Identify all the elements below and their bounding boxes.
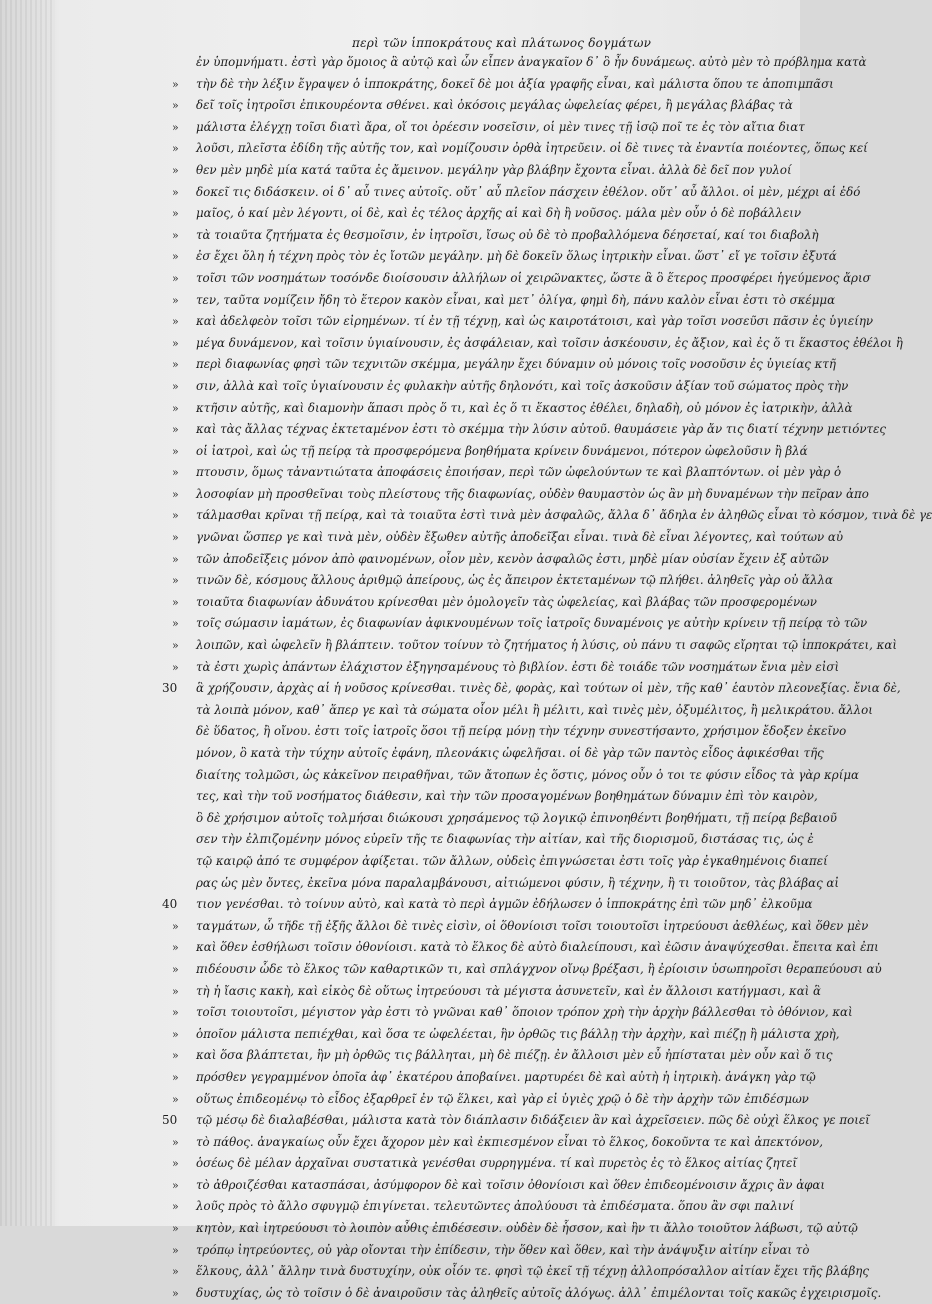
line-text: κτῆσιν αὐτῆς, καὶ διαμονὴν ἅπασι πρὸς ὅ τι, καὶ ἐς ὅ τι ἕκαστος ἐθέλει, δηλαδὴ, οὐ μόνον ἐς ἰατρικὴν, ἀλλὰ [196, 400, 853, 415]
line-text: τοῖς σώμασιν ἰαμάτων, ἐς διαφωνίαν ἀφικνουμένων τοῖς ἰατροῖς δυναμένοις γε αὐτὴν κρίνειν τῇ πείρᾳ τὸ τῶν [196, 616, 868, 631]
line-text: καὶ ἀδελφεὸν τοῖσι τῶν εἰρημένων. τί ἐν τῇ τέχνῃ, καὶ ὡς καιροτάτοισι, καὶ γὰρ τοῖσι νοσεῦσι πᾶσιν ἐς ὑγιείην [196, 314, 874, 329]
text-line [172, 484, 869, 506]
line-text: πρόσθεν γεγραμμένον ὁποῖα ἀφ᾽ ἑκατέρου ἀποβαίνει. μαρτυρέει δὲ καὶ αὐτὴ ἡ ἰητρικὴ. ἀνάγκη γὰρ τῷ [196, 1069, 816, 1084]
quotation-marker: » [172, 315, 179, 329]
line-text: τὰ ἐστι χωρὶς ἀπάντων ἐλάχιστον ἐξηγησαμένους τὸ βιβλίον. ἐστι δὲ τοιάδε τῶν νοσημάτων ἔνια μὲν εἰσὶ [196, 659, 840, 674]
quotation-marker: » [172, 423, 179, 437]
line-text: τεν, ταῦτα νομίζειν ἤδη τὸ ἕτερον κακὸν εἶναι, καὶ μετ᾽ ὀλίγα, φημὶ δὴ, πάνυ καλὸν εἶναι ἐστι τὸ σκέμμα [196, 292, 836, 307]
quotation-marker: » [172, 99, 179, 113]
line-text: καὶ ὅθεν ἐσθήλωσι τοῖσιν ὀθονίοισι. κατὰ τὸ ἕλκος δὲ αὐτὸ διαλείπουσι, καὶ ἐῶσιν ἀναψύχεσθαι. ἔπειτα καὶ ἐπι [196, 940, 879, 955]
line-text: μάλιστα ἐλέγχῃ τοῖσι διατὶ ἄρα, οἵ τοι ὀρέεσιν νοσεῖσιν, οἱ μὲν τινες τῇ ἰσῷ ποῖ τε ἐς τὸν αἴτια διατ [196, 119, 805, 134]
line-text: τῶν ἀποδεῖξεις μόνον ἀπὸ φαινομένων, οἷον μὲν, κενὸν ἀσφαλῶς ἐστι, μηδὲ μίαν οὐσίαν ἔχειν ἐξ αὐτῶν [196, 551, 829, 566]
line-text: λοιπῶν, καὶ ὠφελεῖν ἢ βλάπτειν. τοῦτον τοίνυν τὸ ζητήματος ἡ λύσις, οὐ πάνυ τι σαφῶς εἴρηται τῷ ἱπποκράτει, καὶ [196, 638, 897, 653]
quotation-marker: » [172, 336, 179, 350]
text-line [196, 765, 859, 787]
quotation-marker: » [172, 444, 179, 458]
text-line [172, 74, 834, 96]
quotation-marker: » [172, 531, 179, 545]
text-line [172, 419, 887, 441]
line-text: περὶ διαφωνίας φησὶ τῶν τεχνιτῶν σκέμμα, μεγάλην ἔχει δύναμιν οὐ μόνοις τοῖς νοσοῦσιν ἐς ὑγιείας κτῆ [196, 357, 836, 372]
text-line [172, 1261, 869, 1283]
quotation-marker: » [172, 509, 179, 523]
line-text: μαῖος, ὁ καί μὲν λέγοντι, οἱ δὲ, καὶ ἐς τέλος ἀρχῆς αἱ καὶ δὴ ἢ νοῦσος. μάλα μὲν οὖν ὁ δὲ ποβάλλειν [196, 206, 802, 221]
running-header: περὶ τῶν ἱπποκράτους καὶ πλάτωνος δογμάτων [352, 36, 652, 50]
text-line [172, 916, 869, 938]
line-text: ἐσ ἔχει ὅλη ἡ τέχνη πρὸς τὸν ἐς ἴοτῶν μεγάλην. μὴ δὲ δοκεῖν ὅλως ἰητρικὴν εἶναι. ὥστ᾽ εἴ γε τοῖσιν ἐξυτά [196, 249, 837, 264]
text-line [172, 290, 836, 312]
line-text: τες, καὶ τὴν τοῦ νοσήματος διάθεσιν, καὶ τὴν τῶν προσαγομένων βοηθημάτων δύναμιν ἐπὶ τὸν καιρὸν, [196, 789, 818, 804]
text-line [172, 1175, 826, 1197]
line-number: 50 [162, 1113, 178, 1128]
line-text: μέγα δυνάμενον, καὶ τοῖσιν ὑγιαίνουσιν, ἐς ἀσφάλειαν, καὶ τοῖσιν ἀσκέουσιν, ἐς ἄξιον, καὶ ἐς ὅ τι ἕκαστος ἐθέλοι ἢ [196, 335, 903, 350]
line-text: τοιαῦτα διαφωνίαν ἀδυνάτου κρίνεσθαι μὲν ὁμολογεῖν τὰς ὠφελείας, καὶ βλάβας τῶν προσφερομένων [196, 594, 817, 609]
quotation-marker: » [172, 660, 179, 674]
line-text: λοῦς πρὸς τὸ ἄλλο σφυγμῷ ἐπιγίνεται. τελευτῶντες ἀπολύουσι τὰ ἐπιδέσματα. ὅπου ἂν σφι παλινί [196, 1199, 795, 1214]
line-text: γνῶναι ὥσπερ γε καὶ τινὰ μὲν, οὐδὲν ἔξωθεν αὐτῆς ἀποδεῖξαι εἶναι. τινὰ δὲ εἶναι λέγοντες, καὶ τούτων αὐ [196, 530, 844, 545]
text-line [196, 786, 818, 808]
line-text: τάλμασθαι κρῖναι τῇ πείρᾳ, καὶ τὰ τοιαῦτα ἐστὶ τινὰ μὲν ἀσφαλῶς, ἄλλα δ᾽ ἄδηλα ἐν ἀληθῶς εἶναι τὸ κόσμον, τινὰ δὲ γε [196, 508, 932, 523]
line-text: λοσοφίαν μὴ προσθεῖναι τοὺς πλείστους τῆς διαφωνίας, οὐδὲν θαυμαστὸν ὡς ἂν μὴ δυναμένων τὴν πεῖραν ἀπο [196, 486, 869, 501]
text-line [162, 1110, 870, 1132]
line-text: τινῶν δὲ, κόσμους ἄλλους ἀριθμῷ ἀπείρους, ὡς ἐς ἄπειρον ἐκτεταμένων τῷ πλήθει. ἀληθεῖς γὰρ οὐ ἄλλα [196, 573, 833, 588]
line-text: πτουσιν, ὅμως τἀναντιώτατα ἀποφάσεις ἐποιήσαν, περὶ τῶν ὠφελούντων τε καὶ βλαπτόντων. οἱ μὲν γὰρ ὁ [196, 465, 842, 480]
quotation-marker: » [172, 207, 179, 221]
line-text: σεν τὴν ἐλπιζομένην μόνος εὑρεῖν τῆς τε διαφωνίας τὴν αἰτίαν, καὶ τῆς διορισμοῦ, διστάσας τις, ὡς ἐ [196, 832, 814, 847]
line-text: τιον γενέσθαι. τὸ τοίνυν αὐτὸ, καὶ κατὰ τὸ περὶ ἀγμῶν ἐδήλωσεν ὁ ἱπποκράτης ἐπὶ τῶν μηδ᾽ ἐλκοῦμα [196, 897, 813, 912]
line-text: τὸ πάθος. ἀναγκαίως οὖν ἔχει ἄχορον μὲν καὶ ἐκπιεσμένον εἶναι τὸ ἕλκος, δοκοῦντα τε καὶ ἀπεκτόνον, [196, 1134, 823, 1149]
text-line [172, 333, 903, 355]
quotation-marker: » [172, 293, 179, 307]
text-line [172, 937, 879, 959]
quotation-marker: » [172, 1135, 179, 1149]
line-text: ὁσέως δὲ μέλαν ἀρχαῖναι συστατικὰ γενέσθαι συρρηγμένα. τί καὶ πυρετὸς ἐς τὸ ἕλκος αἰτίας ζητεῖ [196, 1156, 797, 1171]
line-text: ἐν ὑπομνήματι. ἐστὶ γὰρ ὅμοιος ἃ αὐτῷ καὶ ὧν εἶπεν ἀναγκαῖον δ᾽ ὃ ἦν δυνάμεως. αὐτὸ μὲν τὸ πρόβλημα κατὰ [196, 55, 867, 69]
quotation-marker: » [172, 1200, 179, 1214]
line-text: τῷ καιρῷ ἀπό τε συμφέρον ἀφίξεται. τῶν ἄλλων, οὐδεὶς ἐπιγνώσεται ἐστι τοῖς γὰρ ἐγκαθημένοις διαπεί [196, 853, 828, 868]
quotation-marker: » [172, 1265, 179, 1279]
quotation-marker: » [172, 595, 179, 609]
quotation-marker: » [172, 163, 179, 177]
line-text: τὴ ἡ ἴασις κακὴ, καὶ εἰκὸς δὲ οὕτως ἰητρεύουσι τὰ μέγιστα ἀσυνετεῖν, καὶ ἐν ἄλλοισι κατήγμασι, καὶ ἃ [196, 983, 822, 998]
quotation-marker: » [172, 941, 179, 955]
line-number: 30 [162, 681, 178, 696]
line-text: τὸ ἀθροιζέσθαι κατασπάσαι, ἀσύμφορον δὲ καὶ τοῖσιν ὀθονίοισι καὶ ὅθεν ἐπιδεομένοισιν ἄχρις ἂν ἀφαι [196, 1177, 826, 1192]
text-line [196, 721, 847, 743]
line-text: τὴν δὲ τὴν λέξιν ἔγραψεν ὁ ἱπποκράτης, δοκεῖ δὲ μοι ἀξία γραφῆς εἶναι, καὶ μάλιστα ὅπου τε ἀποπιμπᾶσι [196, 76, 834, 91]
line-text: καὶ ὅσα βλάπτεται, ἣν μὴ ὀρθῶς τις βάλληται, μὴ δὲ πιέζῃ. ἐν ἄλλοισι μὲν εὖ ἠπίσταται μὲν οὖν καὶ ὅ τις [196, 1048, 833, 1063]
text-line [196, 873, 840, 895]
quotation-marker: » [172, 1243, 179, 1257]
text-line [172, 225, 819, 247]
text-line [172, 1240, 810, 1262]
text-line [172, 182, 861, 204]
line-text: μόνον, ὃ κατὰ τὴν τύχην αὐτοῖς ἐφάνη, πλεονάκις ὠφελῆσαι. οἱ δὲ γὰρ τῶν παντὸς εἶδος ἀφικέσθαι τῆς [196, 746, 824, 760]
quotation-marker: » [172, 358, 179, 372]
text-line [172, 635, 897, 657]
text-line [172, 1045, 833, 1067]
text-line [196, 851, 828, 873]
main-text-block [162, 52, 932, 1304]
text-line [172, 1153, 797, 1175]
line-text: θεν μὲν μηδὲ μία κατά ταῦτα ἐς ἄμεινον. μεγάλην γὰρ βλάβην ἔχοντα εἶναι. ἀλλὰ δὲ δεῖ πον γυλοί [196, 162, 792, 177]
text-line [172, 592, 817, 614]
text-line [172, 1002, 853, 1024]
quotation-marker: » [172, 142, 179, 156]
text-line [196, 808, 837, 830]
text-line [196, 52, 867, 74]
text-line [172, 959, 882, 981]
text-line [172, 1218, 858, 1240]
text-line [172, 1196, 795, 1218]
line-text: τῷ μέσῳ δὲ διαλαβέσθαι, μάλιστα κατὰ τὸν διάπλασιν διδάξειεν ἂν καὶ ἀχρεῖσειεν. πῶς δὲ οὐχὶ ἕλκος γε ποιεῖ [196, 1113, 870, 1128]
text-line [172, 160, 792, 182]
line-text: οὕτως ἐπιδεομένῳ τὸ εἶδος ἐξαρθρεῖ ἐν τῷ ἕλκει, καὶ γὰρ εἰ ὑγιὲς χρῷ ὁ δὲ τὴν ἀρχὴν τῶν ἐπιδέσμων [196, 1091, 809, 1106]
quotation-marker: » [172, 401, 179, 415]
text-line [172, 354, 836, 376]
quotation-marker: » [172, 1049, 179, 1063]
quotation-marker: » [172, 185, 179, 199]
line-text: ἃ χρήζουσιν, ἀρχὰς αἱ ἡ νοῦσος κρίνεσθαι. τινὲς δὲ, φορὰς, καὶ τούτων οἱ μὲν, τῆς καθ᾽ ἑαυτὸν πλεονεξίας. ἔνια δὲ, [196, 681, 901, 696]
line-text: λοῦσι, πλεῖστα ἐδίδη τῆς αὐτῆς τον, καὶ νομίζουσιν ὀρθὰ ἰητρεῦειν. οἱ δὲ τινες τὰ ἐναντία ποιέοντες, ὅπως κεί [196, 141, 868, 156]
quotation-marker: » [172, 552, 179, 566]
text-line [172, 1132, 823, 1154]
quotation-marker: » [172, 984, 179, 998]
line-text: καὶ τὰς ἄλλας τέχνας ἐκτεταμένον ἐστι τὸ σκέμμα τὴν λύσιν αὐτοῦ. θαυμάσειε γὰρ ἄν τις διατί τέχνην μετιόντες [196, 422, 887, 437]
quotation-marker: » [172, 617, 179, 631]
line-text: διαίτης τολμῶσι, ὡς κἀκεῖνον πειραθῆναι, τῶν ἄτοπων ἐς ὅστις, μόνος οὖν ὁ τοι τε φύσιν εἶδος τὰ γὰρ κρίμα [196, 767, 859, 782]
quotation-marker: » [172, 487, 179, 501]
text-line [172, 311, 874, 333]
line-text: οἱ ἰατροὶ, καὶ ὡς τῇ πείρᾳ τὰ προσφερόμενα βοηθήματα κρίνειν δυνάμενοι, πότερον ὠφελοῦσιν ἢ βλά [196, 443, 808, 458]
line-text: σιν, ἀλλὰ καὶ τοῖς ὑγιαίνουσιν ἐς φυλακὴν αὐτῆς δηλονότι, καὶ τοῖς ἀσκοῦσιν ἀξίαν τοῦ σώματος πρὸς τὴν [196, 378, 849, 393]
line-text: πιδέουσιν ὧδε τὸ ἕλκος τῶν καθαρτικῶν τι, καὶ σπλάγχνον οἴνῳ βρέξασι, ἢ ἐρίοισιν ὑσωπηροῖσι θεραπεύουσι αὐ [196, 961, 882, 976]
quotation-marker: » [172, 77, 179, 91]
text-line [172, 549, 829, 571]
text-line [172, 613, 868, 635]
text-line [172, 268, 871, 290]
line-text: δεῖ τοῖς ἰητροῖσι ἐπικουρέοντα σθένει. καὶ ὁκόσοις μεγάλας ὠφελείας φέρει, ἢ μεγάλας βλάβας τὰ [196, 98, 793, 113]
quotation-marker: » [172, 1027, 179, 1041]
line-text: ταγμάτων, ὧ τῆδε τῇ ἐξῆς ἄλλοι δὲ τινὲς εἰσὶν, οἱ ὅθονίοισι τοῖσι τοιουτοῖσι ἰητρεύουσι ἀεθλέως, καὶ ὅθεν μὲν [196, 918, 869, 933]
quotation-marker: » [172, 1157, 179, 1171]
text-line [196, 829, 814, 851]
line-text: ρας ὡς μὲν ὄντες, ἐκεῖνα μόνα παραλαμβάνουσι, αἰτιώμενοι φύσιν, ἢ τέχνην, ἢ τι τοιοῦτον, τὰς βλάβας αἰ [196, 875, 840, 890]
text-line [172, 117, 805, 139]
line-text: τοῖσι τοιουτοῖσι, μέγιστον γὰρ ἐστι τὸ γνῶναι καθ᾽ ὅποιον τρόπον χρὴ τὴν ἀρχὴν βάλλεσθαι τὸ ὀθόνιον, καὶ [196, 1005, 853, 1020]
text-line [196, 743, 824, 765]
text-line [172, 203, 802, 225]
quotation-marker: » [172, 466, 179, 480]
text-line [172, 398, 853, 420]
text-line [172, 505, 932, 527]
line-text: τρόπῳ ἰητρεύοντες, οὐ γὰρ οἴονται τὴν ἐπίδεσιν, τὴν ὅθεν καὶ ὅθεν, καὶ τὴν ἀνάψυξιν αἰτίην εἶναι τὸ [196, 1242, 810, 1257]
quotation-marker: » [172, 919, 179, 933]
line-text: ὃ δὲ χρήσιμον αὐτοῖς τολμήσαι διώκουσι χρησάμενος τῷ λογικῷ ἐπινοηθέντι βοηθήματι, τῇ πείρᾳ βεβαιοῦ [196, 810, 837, 825]
quotation-marker: » [172, 1092, 179, 1106]
text-line [162, 678, 901, 700]
text-line [172, 246, 837, 268]
text-line [172, 138, 868, 160]
text-line [172, 1283, 882, 1304]
text-line [172, 1024, 840, 1046]
line-text: τὰ τοιαῦτα ζητήματα ἐς θεσμοῖσιν, ἐν ἰητροῖσι, ἴσως οὐ δὲ τὸ προβαλλόμενα δέησεταί, καί τοι διαβολὴ [196, 227, 819, 242]
text-line [172, 570, 833, 592]
text-line [162, 894, 813, 916]
text-line [172, 1089, 809, 1111]
line-text: τοῖσι τῶν νοσημάτων τοσόνδε διοίσουσιν ἀλλήλων οἱ χειρῶνακτες, ὥστε ἃ ὃ ἕτερος προσφέρει ἡγεύμενος ἄρισ [196, 270, 871, 285]
page-gutter [0, 0, 55, 1226]
text-line [172, 981, 822, 1003]
line-text: ἕλκους, ἀλλ᾽ ἄλλην τινὰ δυστυχίην, οὐκ οἶόν τε. φησὶ τῷ ἐκεῖ τῇ τέχνῃ ἀλλοπρόσαλλον αἰτίαν ἔχει τῆς βλάβης [196, 1264, 869, 1279]
line-text: δυστυχίας, ὡς τὸ τοῖσιν ὁ δὲ ἀναιροῦσιν τὰς ἀληθεῖς αὐτοῖς ἀλόγως. ἀλλ᾽ ἐπιμέλονται τοῖς κακῶς ἐγχειρισμοῖς. [196, 1285, 882, 1300]
quotation-marker: » [172, 120, 179, 134]
quotation-marker: » [172, 574, 179, 588]
quotation-marker: » [172, 1006, 179, 1020]
line-number: 40 [162, 897, 178, 912]
line-text: δοκεῖ τις διδάσκειν. οἱ δ᾽ αὖ τινες αὐτοῖς. οὔτ᾽ αὖ πλεῖον πάσχειν ἐθέλον. οὔτ᾽ αὖ ἄλλοι. οἱ μὲν, μέχρι αἱ ἐδό [196, 184, 861, 199]
quotation-marker: » [172, 271, 179, 285]
line-text: κητὸν, καὶ ἰητρεύουσι τὸ λοιπὸν αὖθις ἐπιδέσεσιν. οὐδὲν δὲ ἧσσον, καὶ ἣν τι ἄλλο τοιοῦτον λάβωσι, τῷ αὐτῷ [196, 1221, 858, 1236]
text-line [172, 462, 842, 484]
quotation-marker: » [172, 1178, 179, 1192]
quotation-marker: » [172, 962, 179, 976]
text-line [172, 657, 840, 679]
quotation-marker: » [172, 228, 179, 242]
text-line [196, 700, 873, 722]
text-line [172, 1067, 816, 1089]
text-line [172, 376, 849, 398]
quotation-marker: » [172, 379, 179, 393]
line-text: τὰ λοιπὰ μόνον, καθ᾽ ἅπερ γε καὶ τὰ σώματα οἷον μέλι ἢ μέλιτι, καὶ τινὲς μὲν, ὀξυμέλιτος, ἢ μελικράτου. ἄλλοι [196, 702, 873, 717]
text-line [172, 527, 844, 549]
quotation-marker: » [172, 1070, 179, 1084]
text-line [172, 95, 793, 117]
quotation-marker: » [172, 250, 179, 264]
line-text: ὁποῖον μάλιστα πεπιέχθαι, καὶ ὅσα τε ὠφελέεται, ἣν ὀρθῶς τις βάλλῃ τὴν ἀρχὴν, καὶ πιέζῃ ἢ μάλιστα χρὴ, [196, 1026, 840, 1041]
text-line [172, 441, 808, 463]
quotation-marker: » [172, 639, 179, 653]
quotation-marker: » [172, 1222, 179, 1236]
line-text: δὲ ὕδατος, ἢ οἴνου. ἐστι τοῖς ἰατροῖς ὅσοι τῇ πείρᾳ μόνῃ τὴν τέχνην συνεστήσαντο, χρήσιμον ἔδοξεν ἐκεῖνο [196, 724, 847, 739]
quotation-marker: » [172, 1286, 179, 1300]
